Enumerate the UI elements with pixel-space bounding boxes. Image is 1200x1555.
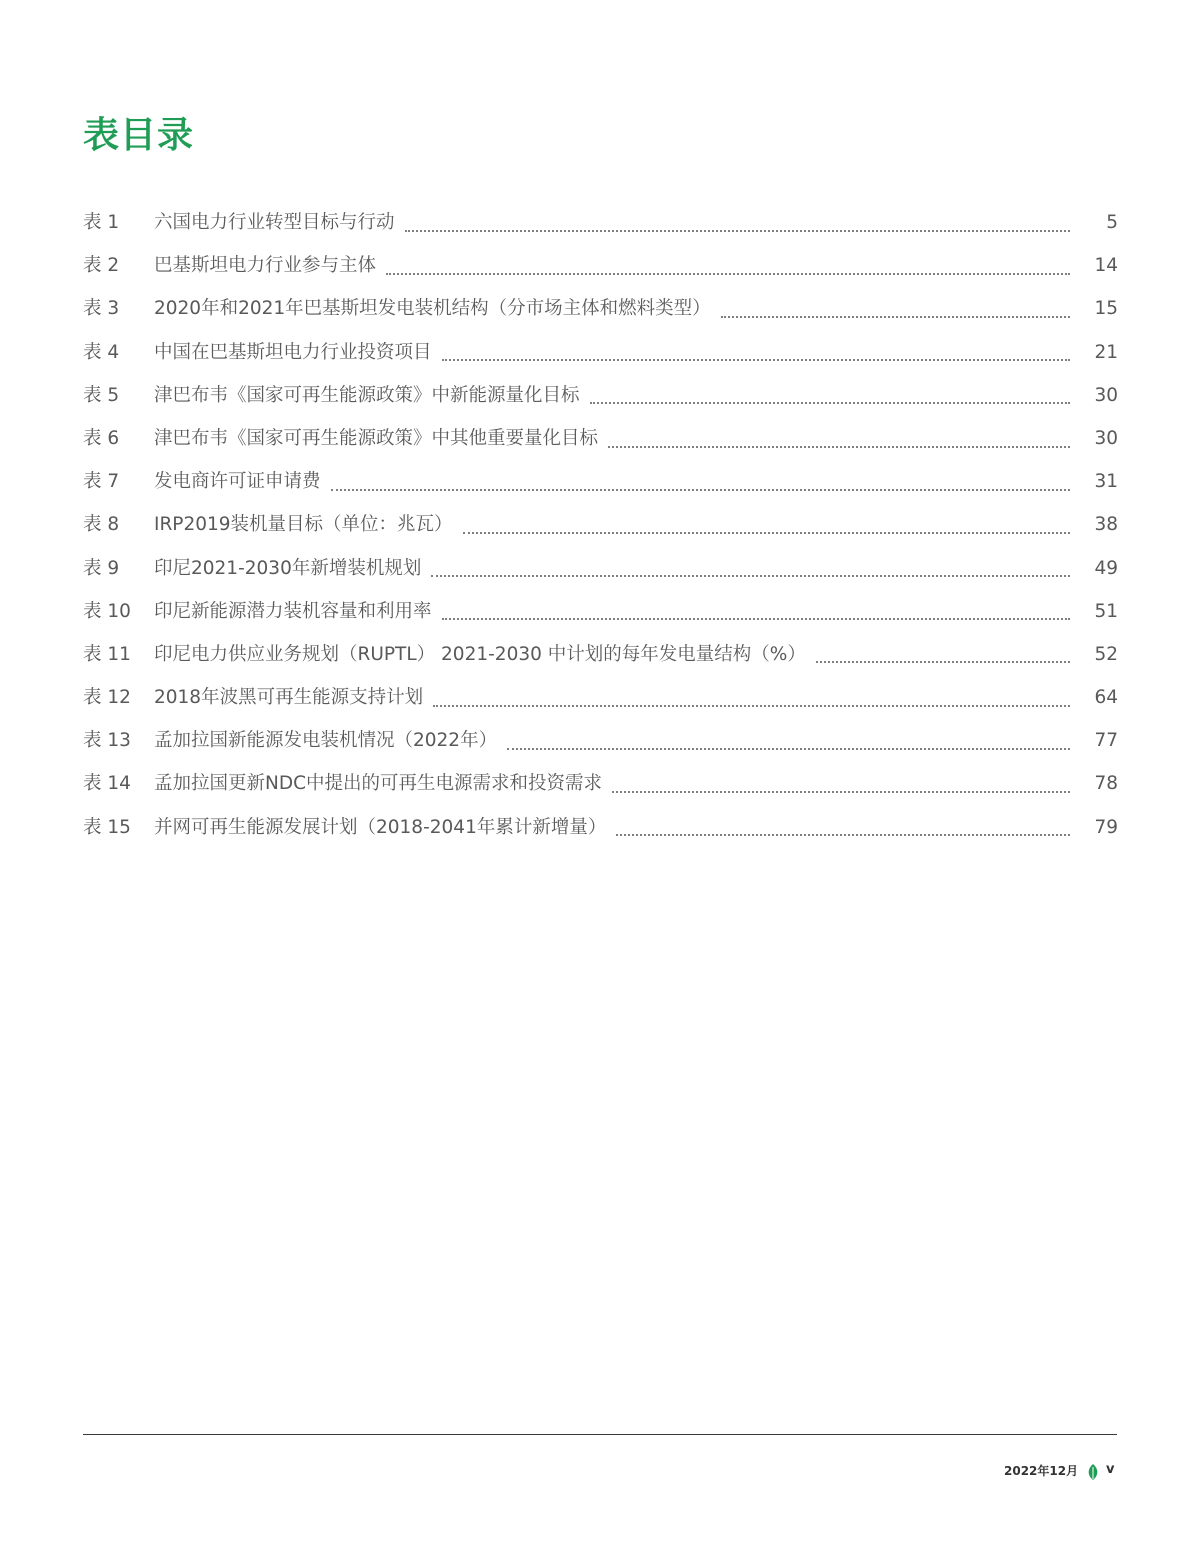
toc-entry-page: 15 xyxy=(1094,298,1118,320)
toc-entry-label: 表 11 xyxy=(83,643,131,665)
toc-entry[interactable] xyxy=(83,244,1118,287)
toc-entry-label: 表 3 xyxy=(83,298,120,320)
toc-entry-title: 2018年波黑可再生能源支持计划 xyxy=(154,687,424,709)
dot-leader xyxy=(405,230,1070,232)
leaf-icon xyxy=(1086,1463,1100,1481)
dot-leader xyxy=(608,446,1070,448)
dot-leader xyxy=(433,705,1070,707)
toc-entry[interactable] xyxy=(83,460,1118,503)
toc-entry-title: 六国电力行业转型目标与行动 xyxy=(154,212,395,233)
toc-entry-page: 38 xyxy=(1094,514,1118,536)
dot-leader xyxy=(386,273,1070,275)
dot-leader xyxy=(507,748,1070,750)
toc-entry-page: 30 xyxy=(1094,384,1118,406)
toc-entry-label: 表 2 xyxy=(83,255,120,277)
toc-entry-title: 并网可再生能源发展计划（2018-2041年累计新增量） xyxy=(154,816,607,838)
toc-entry-title: 津巴布韦《国家可再生能源政策》中其他重要量化目标 xyxy=(154,427,599,449)
toc-entry-label: 表 10 xyxy=(83,600,131,622)
toc-entry[interactable] xyxy=(83,590,1118,633)
toc-entry-title: 孟加拉国新能源发电装机情况（2022年） xyxy=(154,730,498,752)
toc-entry-title: 印尼2021-2030年新增装机规划 xyxy=(154,557,422,579)
toc-entry-label: 表 15 xyxy=(83,816,131,838)
toc-entry-title: 发电商许可证申请费 xyxy=(154,471,321,493)
table-of-tables-list xyxy=(83,201,1118,849)
toc-entry-title: 巴基斯坦电力行业参与主体 xyxy=(154,255,377,277)
dot-leader xyxy=(590,402,1070,404)
toc-entry-label: 表 9 xyxy=(83,557,120,579)
footer-date: 2022年12月 xyxy=(1004,1464,1079,1478)
toc-entry-page: 5 xyxy=(1106,212,1118,233)
dot-leader xyxy=(816,661,1070,663)
toc-entry-label: 表 5 xyxy=(83,384,120,406)
dot-leader xyxy=(442,359,1070,361)
toc-entry[interactable] xyxy=(83,287,1118,330)
dot-leader xyxy=(463,532,1070,534)
dot-leader xyxy=(616,834,1070,836)
toc-entry-title: 津巴布韦《国家可再生能源政策》中新能源量化目标 xyxy=(154,384,580,406)
toc-entry-label: 表 12 xyxy=(83,687,131,709)
toc-entry-page: 14 xyxy=(1094,255,1118,277)
toc-entry-page: 52 xyxy=(1094,643,1118,665)
footer-page-number: v xyxy=(1106,1462,1115,1477)
footer-divider xyxy=(83,1434,1117,1435)
toc-entry-label: 表 6 xyxy=(83,427,120,449)
toc-entry-title: 2020年和2021年巴基斯坦发电装机结构（分市场主体和燃料类型） xyxy=(154,298,711,320)
toc-entry[interactable] xyxy=(83,762,1118,805)
toc-entry[interactable] xyxy=(83,503,1118,546)
toc-entry[interactable] xyxy=(83,374,1118,417)
toc-entry-title: 印尼新能源潜力装机容量和利用率 xyxy=(154,600,432,622)
toc-entry[interactable] xyxy=(83,547,1118,590)
toc-entry[interactable] xyxy=(83,201,1118,244)
toc-entry-page: 78 xyxy=(1094,773,1118,795)
toc-entry[interactable] xyxy=(83,331,1118,374)
toc-entry-label: 表 8 xyxy=(83,514,120,536)
dot-leader xyxy=(431,575,1070,577)
toc-entry-page: 77 xyxy=(1094,730,1118,752)
toc-entry-label: 表 7 xyxy=(83,471,120,493)
page-title: 表目录 xyxy=(83,115,195,156)
toc-entry[interactable] xyxy=(83,676,1118,719)
dot-leader xyxy=(442,618,1070,620)
toc-entry-title: 中国在巴基斯坦电力行业投资项目 xyxy=(154,341,432,363)
toc-entry-title: 印尼电力供应业务规划（RUPTL） 2021-2030 中计划的每年发电量结构（%） xyxy=(154,643,806,665)
dot-leader xyxy=(612,791,1070,793)
toc-entry-page: 51 xyxy=(1094,600,1118,622)
toc-entry[interactable] xyxy=(83,806,1118,849)
toc-entry-page: 64 xyxy=(1094,687,1118,709)
toc-entry-page: 30 xyxy=(1094,427,1118,449)
dot-leader xyxy=(721,316,1070,318)
toc-entry-label: 表 4 xyxy=(83,341,120,363)
toc-entry-label: 表 1 xyxy=(83,212,120,233)
toc-entry-page: 49 xyxy=(1094,557,1118,579)
toc-entry-title: IRP2019装机量目标（单位：兆瓦） xyxy=(154,514,453,536)
toc-entry-label: 表 14 xyxy=(83,773,131,795)
toc-entry[interactable] xyxy=(83,719,1118,762)
toc-entry[interactable] xyxy=(83,633,1118,676)
toc-entry-page: 21 xyxy=(1094,341,1118,363)
toc-entry-label: 表 13 xyxy=(83,730,131,752)
toc-entry-title: 孟加拉国更新NDC中提出的可再生电源需求和投资需求 xyxy=(154,773,603,795)
toc-entry-page: 79 xyxy=(1094,816,1118,838)
toc-entry-page: 31 xyxy=(1094,471,1118,493)
dot-leader xyxy=(331,489,1070,491)
toc-entry[interactable] xyxy=(83,417,1118,460)
